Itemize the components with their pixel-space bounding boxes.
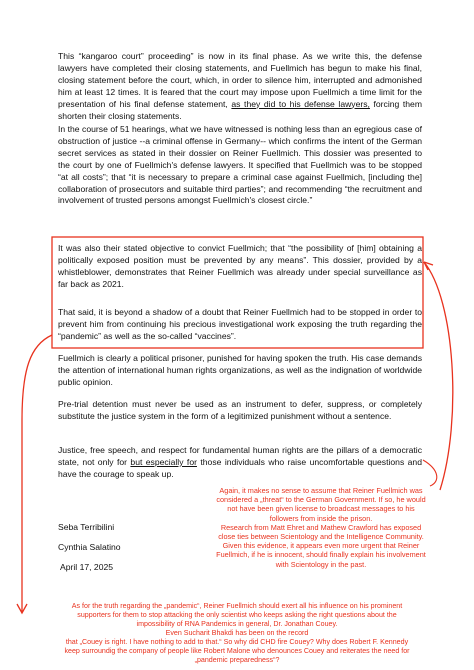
underlined-defense-lawyers: as they did to his defense lawyers,: [231, 98, 370, 109]
paragraph-stated-objective: It was also their stated objective to convict Fuellmich; that “the possibility of [him] obtaining a politically exposed position must be prevented by any means”. This dossier, provided by a whistleblower, demonstrates that Reiner Fuellmich was already under special surveillance as far back as 2021.: [58, 243, 422, 289]
document-date: April 17, 2025: [60, 562, 114, 572]
paragraph-political-prisoner: Fuellmich is clearly a political prisoner, punished for having spoken the truth. His case demands the attention of international human rights organizations, as well as the indignation of worldwide public opinion.: [58, 353, 422, 387]
left-arrow-line: [22, 335, 52, 612]
annotation-bottom-note: [2, 602, 472, 665]
paragraph-7-text-before: Justice, free speech, and respect for fundamental human rights are the pillars of a democratic state, not only for: [58, 445, 422, 467]
paragraph-1-text-after: forcing them shorten their closing statements.: [58, 98, 422, 121]
note-line: not have been given license to broadcast messages to his: [227, 504, 415, 514]
note-line: Given this evidence, it appears even more urgent that Reiner: [222, 541, 420, 551]
signature-cynthia-salatino: Cynthia Salatino: [58, 542, 121, 552]
note-line: Research from Matt Ehret and Mathew Crawford has exposed: [220, 522, 422, 532]
small-arrow-line: [423, 460, 437, 486]
note-line: that „Couey is right. I have nothing to add to that.“ So why did CHD fire Couey? Why does Robert F. Kennedy: [65, 638, 409, 646]
note-line: Fuellmich, if he is innocent, should finally explain his involvement: [216, 550, 426, 560]
paragraph-7-text-after: those individuals who raise uncomfortable questions and have the courage to speak up.: [58, 456, 422, 479]
paragraph-51-hearings: In the course of 51 hearings, what we have witnessed is nothing less than an egregious case of obstruction of justice --a criminal offense in Germany-- which confirms the intent of the German secret services as stated in their dossier on Reiner Fuellmich. This dossier was presented to the court by one of Fuellmich's defense lawyers. It specified that Fuellmich was to be stopped “at all costs”; that “it is necessary to prepare a criminal case against Fuellmich, [including the] collaboration of prosecutors and suitable third parties”; and recommending “the recruitment and involvement of trusted persons amongst Fuellmich's closest circle.”: [58, 124, 422, 206]
note-line: „pandemic preparedness“?: [194, 656, 280, 664]
paragraph-beyond-doubt: That said, it is beyond a shadow of a doubt that Reiner Fuellmich had to be stopped in order to prevent him from continuing his precious investigational work exposing the truth regarding the “pandemic” as well as the so-called “vaccines”.: [58, 307, 422, 341]
note-line: impossibility of RNA Pandemics in general, Dr. Jonathan Couey.: [136, 620, 338, 628]
note-line: As for the truth regarding the „pandemic“, Reiner Fuellmich should exert all his influence on his prominent: [71, 602, 403, 610]
note-line: Again, it makes no sense to assume that Reiner Fuellmich was: [219, 486, 423, 495]
note-line: considered a „threat“ to the German Government. If so, he would: [216, 495, 426, 505]
highlight-box: [52, 237, 423, 348]
paragraph-1-text-before: This “kangaroo court” proceeding” is now in its final phase. As we write this, the defense lawyers have completed their closing statements, and Fuellmich has begun to make his final, closing statement before the court, which, in order to silence him, interrupted and admonished him at least 12 times. It is feared that the court may impose upon Fuellmich a time limit for the presentation of his final defense statement,: [58, 51, 422, 109]
note-line: supporters for them to stop attacking the only scientist who keeps asking the right questions about the: [77, 611, 397, 619]
note-line: Even Sucharit Bhakdi has been on the record: [165, 629, 309, 637]
annotation-right-note: [176, 486, 466, 569]
underlined-but-especially-for: but especially for: [130, 456, 197, 467]
note-line: followers from inside the prison.: [269, 513, 373, 523]
paragraph-pretrial-detention: Pre-trial detention must never be used as an instrument to defer, suppress, or completely substitute the justice system in the form of a legitimized punishment without a sentence.: [58, 399, 422, 421]
right-arrow-line: [424, 262, 453, 490]
note-line: close ties between Scientology and the Intelligence Community.: [218, 532, 424, 542]
note-line: with Scientology in the past.: [275, 559, 367, 569]
note-line: keep surroundig the company of people like Robert Malone who denounces Couey and reiterates the need for: [64, 647, 410, 655]
signature-seba-terribilini: Seba Terribilini: [58, 522, 115, 532]
